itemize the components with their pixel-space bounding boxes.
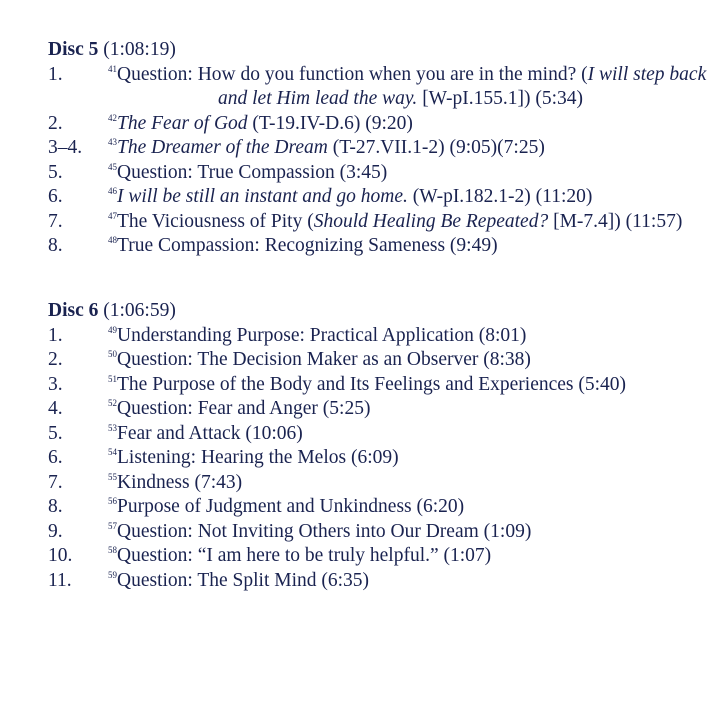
track-footnote-number: 57: [108, 520, 117, 531]
track-number: 1.: [48, 63, 63, 85]
track-footnote-number: 55: [108, 471, 117, 482]
track-title: [108, 112, 708, 137]
track-item: [48, 373, 708, 398]
title-part: The Viciousness of Pity (: [117, 210, 314, 232]
track-item: [48, 185, 708, 210]
track-footnote-number: 46: [108, 186, 117, 196]
title-part: Question: The Decision Maker as an Observer (8:38): [117, 349, 531, 370]
track-number: 7.: [48, 471, 63, 493]
title-part-italic: The Dreamer of the Dream: [117, 137, 328, 158]
title-part: [M-7.4]) (11:57): [548, 210, 683, 232]
title-part: Question: The Split Mind (6:35): [117, 569, 370, 591]
track-footnote-number: 54: [108, 447, 117, 457]
track-number: 8.: [48, 496, 63, 517]
track-number: 9.: [48, 520, 63, 542]
track-footnote-number: 45: [108, 161, 117, 172]
track-item: [48, 348, 708, 373]
track-number: 3–4.: [48, 137, 83, 158]
title-part: (T-19.IV-D.6) (9:20): [247, 112, 413, 134]
title-part: Question: True Compassion (3:45): [117, 161, 388, 183]
title-part-italic: I will step back and let Him lead the way.: [218, 63, 707, 109]
track-title: [108, 544, 708, 569]
track-footnote-number: 47: [108, 210, 117, 221]
title-part: The Purpose of the Body and Its Feelings and Experiences (5:40): [117, 373, 627, 395]
track-item: [48, 112, 708, 137]
disc-name: Disc 5: [48, 39, 99, 60]
title-part-italic: The Fear of God: [117, 112, 248, 134]
track-number: 6.: [48, 186, 63, 207]
track-title: [108, 569, 708, 594]
track-item: [48, 63, 708, 112]
title-part: [W-pI.155.1]) (5:34): [417, 88, 584, 109]
track-number: 6.: [48, 447, 63, 468]
track-title: [108, 422, 708, 447]
track-item: [48, 210, 708, 235]
track-footnote-number: 41: [108, 63, 117, 74]
title-part: Question: “I am here to be truly helpful.” (1:07): [117, 545, 492, 566]
track-item: [48, 422, 708, 447]
track-title: [108, 373, 708, 398]
track-footnote-number: 59: [108, 569, 117, 580]
track-title: [108, 446, 708, 471]
track-item: [48, 569, 708, 594]
disc-duration: (1:08:19): [103, 39, 176, 60]
track-title: [108, 495, 708, 520]
disc-5-section: [48, 38, 708, 259]
track-title: [108, 185, 708, 210]
track-number: 10.: [48, 545, 73, 566]
title-part: True Compassion: Recognizing Sameness (9:49): [117, 235, 498, 256]
track-item: [48, 397, 708, 422]
title-part: Listening: Hearing the Melos (6:09): [117, 447, 399, 468]
track-title: [108, 348, 708, 373]
track-number: 3.: [48, 373, 63, 395]
track-number: 1.: [48, 324, 63, 346]
title-part: (T-27.VII.1-2) (9:05)(7:25): [327, 137, 545, 158]
track-footnote-number: 52: [108, 398, 117, 408]
track-number: 5.: [48, 422, 63, 444]
track-item: [48, 471, 708, 496]
track-footnote-number: 48: [108, 235, 117, 245]
disc-5-heading: [48, 38, 708, 63]
track-item: [48, 324, 708, 349]
track-number: 2.: [48, 349, 63, 370]
track-footnote-number: 51: [108, 373, 117, 384]
track-footnote-number: 50: [108, 349, 117, 359]
disc-6-section: [48, 299, 708, 593]
track-footnote-number: 58: [108, 545, 117, 555]
track-number: 7.: [48, 210, 63, 232]
track-title: [108, 471, 708, 496]
title-part-italic: I will be still an instant and go home.: [117, 186, 408, 207]
track-title: [108, 324, 708, 349]
track-title: [108, 63, 708, 112]
title-part: Understanding Purpose: Practical Application (8:01): [117, 324, 527, 346]
track-item: [48, 234, 708, 259]
track-item: [48, 520, 708, 545]
track-footnote-number: 56: [108, 496, 117, 506]
track-number: 11.: [48, 569, 72, 591]
track-item: [48, 136, 708, 161]
track-item: [48, 495, 708, 520]
track-title: [108, 210, 708, 235]
title-part: Kindness (7:43): [117, 471, 243, 493]
track-title: [108, 520, 708, 545]
track-footnote-number: 43: [108, 137, 117, 147]
track-item: [48, 161, 708, 186]
track-number: 2.: [48, 112, 63, 134]
track-number: 8.: [48, 235, 63, 256]
track-title: [108, 397, 708, 422]
track-title: [108, 136, 708, 161]
track-footnote-number: 53: [108, 422, 117, 433]
title-part: Fear and Attack (10:06): [117, 422, 303, 444]
track-item: [48, 446, 708, 471]
track-title: [108, 161, 708, 186]
title-part-italic: Should Healing Be Repeated?: [313, 210, 549, 232]
track-footnote-number: 42: [108, 112, 117, 123]
title-part: (W-pI.182.1-2) (11:20): [407, 186, 593, 207]
title-part: Question: Fear and Anger (5:25): [117, 398, 371, 419]
title-part: Question: Not Inviting Others into Our Dream (1:09): [117, 520, 532, 542]
title-part: Question: How do you function when you are in the mind? (: [117, 63, 588, 85]
track-number: 4.: [48, 398, 63, 419]
title-part: Purpose of Judgment and Unkindness (6:20): [117, 496, 465, 517]
track-footnote-number: 49: [108, 324, 117, 335]
track-item: [48, 544, 708, 569]
disc-name: Disc 6: [48, 300, 99, 321]
track-title: [108, 234, 708, 259]
disc-duration: (1:06:59): [103, 300, 176, 321]
disc-6-heading: [48, 299, 708, 324]
track-number: 5.: [48, 161, 63, 183]
